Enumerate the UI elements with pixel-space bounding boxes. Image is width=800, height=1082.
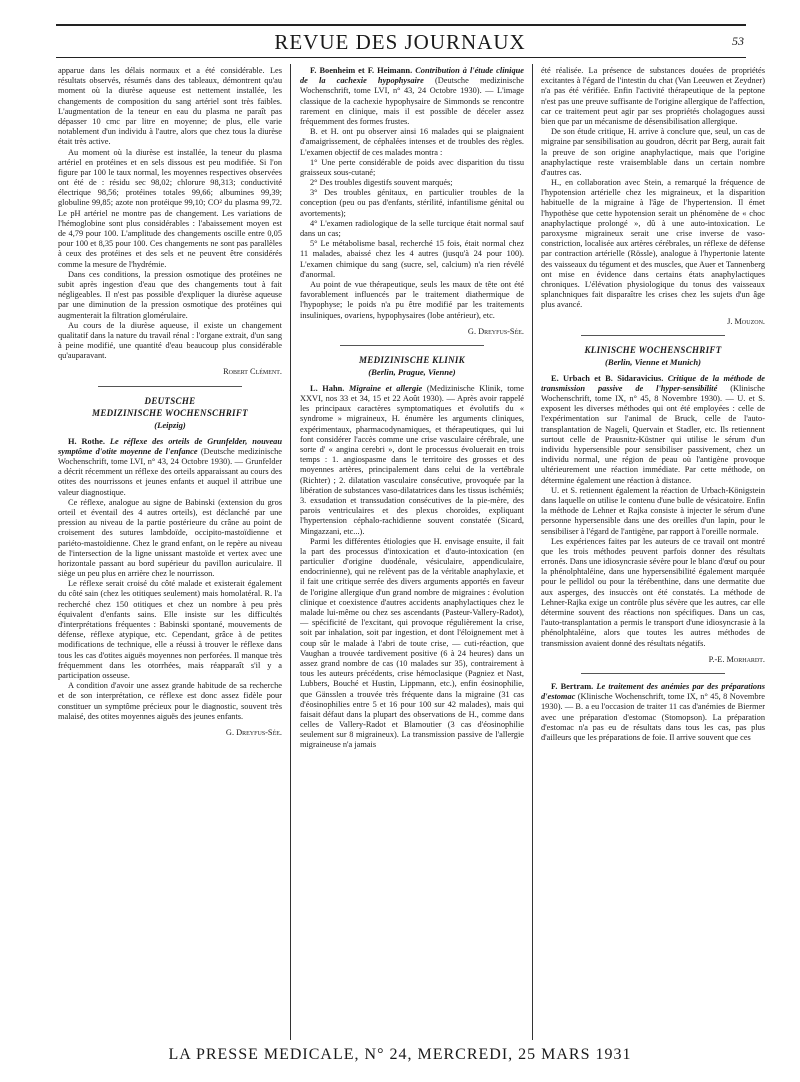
article-author: L. Hahn. (310, 383, 345, 393)
paragraph: Ce réflexe, analogue au signe de Babinski (extension du gros orteil et éventail des 4 autres orteils), est déclanché par une pression au niveau de la partie postérieure du crâne au point de croisement des sutures lambdoïde, occipito-mastoïdienne et pariéto-mastoïdienne. Chez le grand enfant, on le repère au niveau de l'intersection de la ligne unissant mastoïde et vertex avec une horizontale passant au bord supérieur du pavillon auriculaire. Il siège un peu plus en arrière chez le nourrisson. (58, 497, 282, 579)
header-bottom-rule (56, 57, 746, 58)
paragraph: De son étude critique, H. arrive à conclure que, seul, un cas de migraine par sensibilisation au goudron, décrit par Berg, aurait fait la preuve de son origine anaphylactique, mais que l'origine anaphylactique reste vraisemblable dans un certain nombre d'autres cas. (541, 127, 765, 177)
section-title: MEDIZINISCHE WOCHENSCHRIFT (92, 407, 248, 418)
paragraph: Au moment où la diurèse est installée, la teneur du plasma artériel en protéines et en sels dissous est peu modifiée. Si l'on figure par 100 le taux normal, les moyennes respectives observées ont été de : résidu sec 98,02; chlorure 98,313; conductivité électrique 98,56; protéines totales 99,66; albumines 99,39; globuline 99,85; azote non protéique 99,10; CO² du plasma 99,72. Le pH artériel ne montre pas de changement. Les variations de l'hémoglobine sont plus considérables : l'abaissement moyen est de 4,79 pour 100. L'amplitude des changements oscille entre 0,05 pour 100 et 8,35 pour 100. Ces changements ne sont pas parallèles à ceux des protéines et des sels et ne peuvent être considérés comme la mesure de l'hydrémie. (58, 147, 282, 269)
paragraph: Dans ces conditions, la pression osmotique des protéines ne subit après ingestion d'eau que des changements tout à fait négligeables. Il n'est pas possible d'expliquer la diurèse aqueuse par une diminution de la pression osmotique des protéines qui augmenterait la filtration glomérulaire. (58, 269, 282, 320)
list-item: 4° L'examen radiologique de la selle turcique était normal sauf dans un cas; (300, 218, 524, 238)
author-signature: Robert Clément. (223, 367, 282, 377)
column-rule-2 (532, 64, 533, 1040)
article-title: Le réflexe des orteils de Grunfelder, nouveau symptôme d'otite moyenne de l'enfance (58, 436, 282, 456)
article-author: F. Boenheim et F. Heimann. (310, 66, 413, 75)
author-signature: P.-E. Morhardt. (708, 654, 765, 664)
page-footer: LA PRESSE MEDICALE, N° 24, MERCREDI, 25 MARS 1931 (168, 1046, 632, 1063)
article-author: E. Urbach et B. Sidaravicius. (551, 373, 664, 383)
section-place: (Leipzig) (154, 419, 186, 430)
article-title: Critique de la méthode de transmission passive de l'hyper-sensibilité (541, 373, 765, 393)
column-2 (300, 66, 524, 1038)
section-separator (581, 335, 725, 336)
list-item: 2° Des troubles digestifs souvent marqués; (310, 178, 453, 188)
paragraph: A condition d'avoir une assez grande habitude de sa recherche et de son interprétation, ce réflexe est donc assez fidèle pour constituer un symptôme précieux pour le diagnostic, souvent très malaisé, des otites moyennes aiguës des jeunes enfants. (58, 681, 282, 721)
paragraph: été réalisée. La présence de substances douées de propriétés excitantes à l'égard de l'intestin du chat (Van Leeuwen et Zeydner) n'a pas été vérifiée. Enfin l'activité thérapeutique de la peptone n'est pas une preuve suffisante de l'origine allergique de l'affection, car ce traitement peut agir par ses propriétés cholagogues aussi bien que par un mécanisme de désensibilisation allergique. (541, 66, 765, 126)
list-item: 1° Une perte considérable de poids avec disparition du tissu graisseux sous-cutané; (300, 157, 524, 177)
paragraph: H., en collaboration avec Stein, a remarqué la fréquence de l'hypotension artérielle chez les migraineux, et la disparition habituelle de la migraine à l'âge de l'hypertension. Il émet l'hypothèse que cette hypotension serait un phénomène de « choc anaphylactique prolongé », dû à une auto-intoxication. Le paroxysme migraineux serait une crise inverse de vaso-constriction, localisée aux artères cérébrales, un réflexe de défense par contraction artérielle (Rössle), analogue à l'hypertonie latente des vaisseaux du tégument et des muscles, que Auer et Tannenberg ont mise en évidence dans certains états anaphylactiques chroniques. L'élévation physiologique du tonus des vaisseaux splanchniques fait disparaître les crises chez les sujets d'un âge plus avancé. (541, 178, 765, 310)
author-signature: G. Dreyfus-Sée. (225, 727, 282, 737)
article-reference: (Deutsche medizinische Wochenschrift, tome LVI, n° 43, 24 Octobre 1930). — L'image classique de la cachexie hypophysaire de Simmonds se rencontre rarement en clinique, mais il est possible de déceler assez fréquemment des formes frustes. (300, 76, 524, 126)
paragraph: Parmi les différentes étiologies que H. envisage ensuite, il fait la part des processus d'intoxication et d'auto-intoxication (en particulier d'origine duodénale, vésiculaire, appendiculaire, endocrinienne), qui ne relèvent pas de la véritable anaphylaxie, et il fait une critique serrée des divers arguments apportés en faveur de l'origine allergique d'un grand nombre de migraines : évolution clinique et coexistence d'autres accidents anaphylactiques chez le malade lui-même ou chez ses ascendants (Pasteur-Vallery-Radot), — spécificité de l'excitant, qui provoque régulièrement la crise, soit par inhalation, soit par ingestion, et dont l'éloignement met à coup sûr le malade à l'abri de toute crise, — cuti-réaction, que Vaughan a trouvée tardivement positive (6 à 24 heures) dans un assez grand nombre de cas (10 malades sur 35), contrairement à tous les auteurs précédents, crise hémoclasique (Pagniez et Nast, Lubbers, Bouché et Hustin, Lippmann, etc.), enfin éosinophilie, que Gänsslen a trouvée très fréquente dans la migraine (31 cas d'éosinophilies entre 5 et 16 pour 100 sur 42 malades), mais qui faisait défaut dans la plupart des observations de H., comme dans celles de Vallery-Radot et Blamoutier (3 cas d'éosinophilie seulement sur 8 migraineux). La transmission passive de l'allergie migraineuse n'a jamais (300, 536, 524, 750)
list-item: 5° Le métabolisme basal, recherché 15 fois, était normal chez 11 malades, abaissé chez les 4 autres (jusqu'à 24 pour 100). L'examen chimique du sang (sucre, sel, calcium) n'a rien révélé d'anormal. (300, 239, 524, 279)
article-reference: (Medizinische Klinik, tome XXVI, nos 33 et 34, 15 et 22 Août 1930). — Après avoir rappelé les principaux caractères symptomatiques et évolutifs du « syndrome » migraineux, H. énumère les arguments cliniques, expérimentaux, pharmacodynamiques, et thérapeutiques, qui lui font considérer l'accès comme une crise vasculaire cérébrale, une sorte d' « angina cerebri », dont le processus évoluerait en trois temps : 1. angiospasme dans le territoire des grosses et des moyennes artères, principalement dans celui de la vertébrale (Richter) ; 2. dilatation vasculaire consécutive, provoquée par la libération de substances vaso-dilatatrices dans les tissus ischémiés; 3. exsudation et transsudation consécutives de la pie-mère, des parois ventriculaires et des plexus choroïdes, expliquant l'hypertension céphalo-rachidienne souvent constatée (Sicard, Mingazzani, etc...). (300, 383, 524, 536)
author-signature: J. Mouzon. (727, 316, 765, 326)
article-reference: (Klinische Wochenschrift, tome IX, n° 45, 8 Novembre 1930). — B. a eu l'occasion de traiter 11 cas d'anémies de Biermer avec une préparation d'estomac (Stomopson). La préparation d'estomac n'a pas eu de résultats dans tous les cas, pas plus d'ailleurs que les préparations de foie. Il arrive souvent que ces (541, 692, 765, 742)
author-signature: G. Dreyfus-Sée. (467, 326, 524, 336)
header-top-rule (56, 24, 746, 26)
paragraph: Le réflexe serait croisé du côté malade et existerait également du côté sain (chez les otitiques seulement) mais homolatéral. R. l'a recherché chez 150 otitiques et chez un nombre à peu près équivalent d'enfants sains. Elle insiste sur les difficultés d'interprétations fréquentes : Babinski spontané, mouvements de défense, réflexe atypique, etc. Cependant, grâce à de petites modifications de technique, elle a réussi à trouver le réflexe dans tous les cas d'otites aiguës moyennes non perforées. Il manque très fréquemment dans les otorrhées, mais réapparaît s'il y a participation osseuse. (58, 579, 282, 680)
paragraph: apparue dans les délais normaux et a été considérable. Les résultats observés, résumés dans des tableaux, démontrent qu'au moment où la diurèse aqueuse est nettement installée, les changements de composition du sang artériel sont très faibles. L'augmentation de la teneur en eau du plasma ne paraît pas dépasser 10 cmc par litre en moyenne; de plus, elle varie notablement d'un individu à l'autre, alors que chez tous la diurèse était très active. (58, 66, 282, 147)
section-title: DEUTSCHE (144, 395, 196, 406)
section-place: (Berlin, Vienne et Munich) (605, 356, 701, 367)
section-separator (340, 345, 484, 346)
paragraph: U. et S. retiennent également la réaction de Urbach-Königstein dans laquelle on utilise le contenu d'une bulle de vésicatoire. Enfin la méthode de Lehner et Rajka consiste à injecter le sérum d'une personne hypersensible dans une des oreilles d'un lapin, pour le sensibiliser à l'égard de l'antigène, par rapport à l'oreille normale. (541, 485, 765, 536)
article-title: Le traitement des anémies par des préparations d'estomac (541, 681, 765, 702)
paragraph: B. et H. ont pu observer ainsi 16 malades qui se plaignaient d'amaigrissement, de céphalées intenses et de troubles des règles. L'examen objectif de ces malades montra : (300, 127, 524, 157)
section-title: MEDIZINISCHE KLINIK (359, 354, 465, 365)
article-intro (58, 437, 282, 498)
page-number: 53 (732, 34, 744, 48)
column-3 (541, 66, 765, 1038)
list-item: 3° Des troubles génitaux, en particulier troubles de la conception (peu ou pas d'enfants, stérilité, infantilisme génital ou avortements); (300, 188, 524, 218)
article-reference: (Klinische Wochenschrift, tome IX, n° 45, 8 Novembre 1930). — U. et S. exposent les diverses méthodes qui ont été employées : celle de l'expérimentation sur l'animal de Bruck, celle de l'auto-transplantation de Nageli, Quervain et Stadler, etc. Ils retiennent surtout celle de Prausnitz-Küstner qui utilise le sérum d'un individu hypersensible pour sensibiliser passivement, chez un individu normal, une région de peau où l'antigène provoque ultérieurement une réaction immédiate. Par cette méthode, on détermine également une réaction à distance. (541, 383, 765, 485)
article-intro (300, 66, 524, 127)
column-rule-1 (290, 64, 291, 1040)
article-intro (541, 682, 765, 743)
article-title: Migraine et allergie (348, 383, 423, 393)
article-intro (300, 384, 524, 537)
page-header-title: REVUE DES JOURNAUX (274, 30, 526, 54)
paragraph: Les expériences faites par les auteurs de ce travail ont montré que les trois méthodes peuvent parfois donner des résultats erronés. Dans une idiosyncrasie sévère pour le blanc d'œuf ou pour la phénolphtaléine, dans une hypersensibilité également marquée pour le pellidol ou pour la térébenthine, dans une dermatite due aux asperges, des insuccès ont été constatés. La méthode de Lehner-Rajka exige un contrôle plus sévère que les autres, car elle détermine souvent des réactions non spécifiques. Dans un cas, l'auto-transplantation a permis le transport d'une idiosyncrasie à la phénolphtaléine, alors que toutes les autres méthodes de transmission avaient donné des résultats négatifs. (541, 536, 765, 648)
article-author: H. Rothe. (68, 436, 105, 446)
section-separator (98, 386, 242, 387)
paragraph: Au point de vue thérapeutique, seuls les maux de tête ont été favorablement influencés par le traitement diathermique de l'hypophyse; le poids n'a pu être modifié par les traitements insuliniques, ovariens, hypophysaires (lobe antérieur), etc. (300, 279, 524, 320)
section-separator (581, 673, 725, 674)
paragraph: Au cours de la diurèse aqueuse, il existe un changement qualitatif dans la nature du travail rénal : l'organe extrait, d'un sang à peine modifié, une quantité d'eau beaucoup plus considérable qu'auparavant. (58, 320, 282, 361)
column-1 (58, 66, 282, 1038)
article-reference: (Deutsche medizinische Wochenschrift, tome LVI, n° 43, 24 Octobre 1930). — Grunfelder a décrit récemment un réflexe des orteils apparaissant au cours des otites des nourrissons et jeunes enfants et auquel il attribue une valeur diagnostique. (58, 446, 282, 497)
article-author: F. Bertram. (551, 681, 594, 691)
section-title: KLINISCHE WOCHENSCHRIFT (584, 344, 722, 355)
article-intro (541, 374, 765, 486)
section-place: (Berlin, Prague, Vienne) (368, 366, 456, 377)
article-title: Contribution à l'étude clinique de la cachexie hypophysaire (300, 66, 524, 86)
